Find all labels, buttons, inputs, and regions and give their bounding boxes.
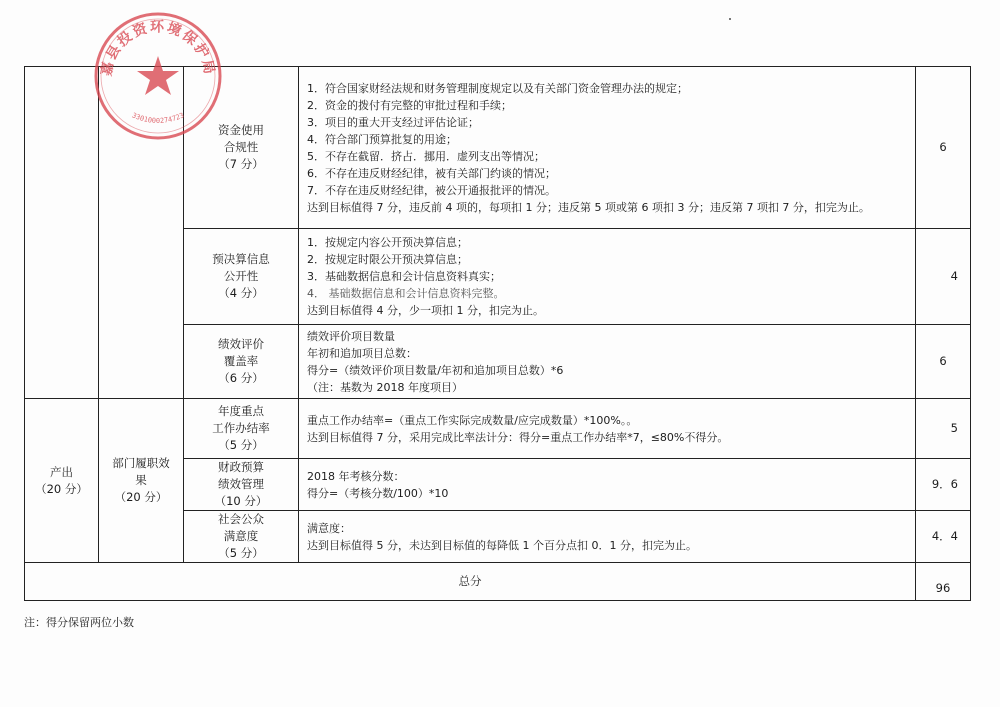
- criteria-cell: [299, 325, 916, 399]
- footnote: 注：得分保留两位小数: [24, 616, 134, 629]
- indicator-name-line: 资金使用: [218, 123, 264, 137]
- criteria-line: 6．不存在违反财经纪律，被有关部门约谈的情况；: [307, 166, 556, 180]
- indicator-name-line: 满意度: [223, 529, 259, 543]
- output-group-label: 产出: [50, 464, 73, 479]
- indicator-name-line: 覆盖率: [223, 354, 259, 368]
- criteria-line: 得分=（考核分数/100）*10: [307, 486, 449, 500]
- criteria-line: 满意度：: [307, 521, 351, 535]
- criteria-line: 2．资金的拨付有完整的审批过程和手续；: [307, 98, 512, 112]
- criteria-line: 7．不存在违反财经纪律，被公开通报批评的情况。: [307, 183, 556, 197]
- criteria-line: 达到目标值得 5 分，未达到目标值的每降低 1 个百分点扣 0．1 分，扣完为止。: [307, 538, 697, 552]
- indicator-points: （4 分）: [218, 286, 264, 300]
- svg-text:3301000274723: [131, 111, 186, 125]
- indicator-name-line: 工作办结率: [212, 421, 270, 435]
- criteria-line: 3．项目的重大开支经过评估论证；: [307, 115, 479, 129]
- total-label: 总分: [25, 563, 916, 601]
- score-cell: 6: [916, 325, 971, 399]
- criteria-line: 5．不存在截留．挤占．挪用．虚列支出等情况；: [307, 149, 545, 163]
- criteria-cell: [299, 511, 916, 563]
- indicator-name-line: 年度重点: [218, 404, 264, 418]
- evaluation-table: [24, 66, 971, 601]
- criteria-line: 2018 年考核分数：: [307, 469, 405, 483]
- indicator-name-line: 预决算信息: [212, 252, 270, 266]
- official-seal-icon: [92, 10, 224, 142]
- criteria-line: 达到目标值得 4 分，少一项扣 1 分，扣完为止。: [307, 304, 544, 317]
- output-group-cell: [25, 399, 99, 563]
- seal-number: 3301000274723: [130, 111, 186, 125]
- indicator-points: （5 分）: [218, 546, 264, 560]
- score-cell: 9．6: [916, 459, 971, 511]
- criteria-cell: [299, 399, 916, 459]
- criteria-line: 得分=（绩效评价项目数量/年初和追加项目总数）*6: [307, 363, 564, 377]
- seal-text: 嘉县投资环境保护局: [98, 19, 218, 78]
- indicator-points: （5 分）: [218, 438, 264, 452]
- score-cell: 6: [916, 67, 971, 229]
- indicator-points: （10 分）: [214, 494, 268, 508]
- indicator-cell: [184, 325, 299, 399]
- indicator-name-line: 绩效管理: [218, 477, 264, 491]
- criteria-cell: [299, 229, 916, 325]
- criteria-line: 4．符合部门预算批复的用途；: [307, 132, 457, 146]
- criteria-line: 3．基础数据信息和会计信息资料真实；: [307, 270, 501, 283]
- criteria-line: 达到目标值得 7 分，采用完成比率法计分：得分=重点工作办结率*7，≤80%不得分。: [307, 430, 729, 444]
- criteria-line: 1．符合国家财经法规和财务管理制度规定以及有关部门资金管理办法的规定；: [307, 81, 688, 95]
- criteria-line: 达到目标值得 7 分，违反前 4 项的，每项扣 1 分；违反第 5 项或第 6 项扣 3 分；违反第 7 项扣 7 分，扣完为止。: [307, 200, 870, 214]
- indicator-cell: [184, 511, 299, 563]
- indicator-points: （6 分）: [218, 371, 264, 385]
- criteria-line: （注：基数为 2018 年度项目）: [307, 380, 463, 394]
- score-cell: 5: [916, 399, 971, 459]
- criteria-line: 年初和追加项目总数：: [307, 346, 417, 360]
- indicator-name-line: 绩效评价: [218, 337, 264, 351]
- indicator-name-line: 财政预算: [218, 460, 264, 474]
- indicator-name-line: 社会公众: [218, 512, 264, 526]
- score-cell: 4: [916, 229, 971, 325]
- dept-group-points: （20 分）: [114, 490, 168, 504]
- criteria-line: 2．按规定时限公开预决算信息；: [307, 253, 468, 266]
- criteria-line: 绩效评价项目数量: [307, 329, 395, 343]
- dept-group-cell: [99, 399, 184, 563]
- indicator-points: （7 分）: [218, 157, 264, 171]
- criteria-cell: [299, 67, 916, 229]
- criteria-line: 1．按规定内容公开预决算信息；: [307, 236, 468, 249]
- group-cell-top: [25, 67, 99, 399]
- criteria-line: 4． 基础数据信息和会计信息资料完整。: [307, 287, 505, 300]
- indicator-name-line: 合规性: [223, 140, 259, 154]
- indicator-cell: [184, 399, 299, 459]
- scan-speck: [729, 18, 731, 20]
- table-row: [25, 399, 971, 459]
- indicator-cell: [184, 229, 299, 325]
- output-group-points: （20 分）: [35, 481, 88, 496]
- criteria-line: 重点工作办结率=（重点工作实际完成数量/应完成数量）*100%。。: [307, 413, 638, 427]
- indicator-name-line: 公开性: [223, 269, 259, 283]
- total-score: 96: [916, 563, 971, 601]
- score-cell: 4．4: [916, 511, 971, 563]
- criteria-cell: [299, 459, 916, 511]
- indicator-cell: [184, 459, 299, 511]
- dept-group-label: 部门履职效果: [112, 456, 170, 487]
- total-row: [25, 563, 971, 601]
